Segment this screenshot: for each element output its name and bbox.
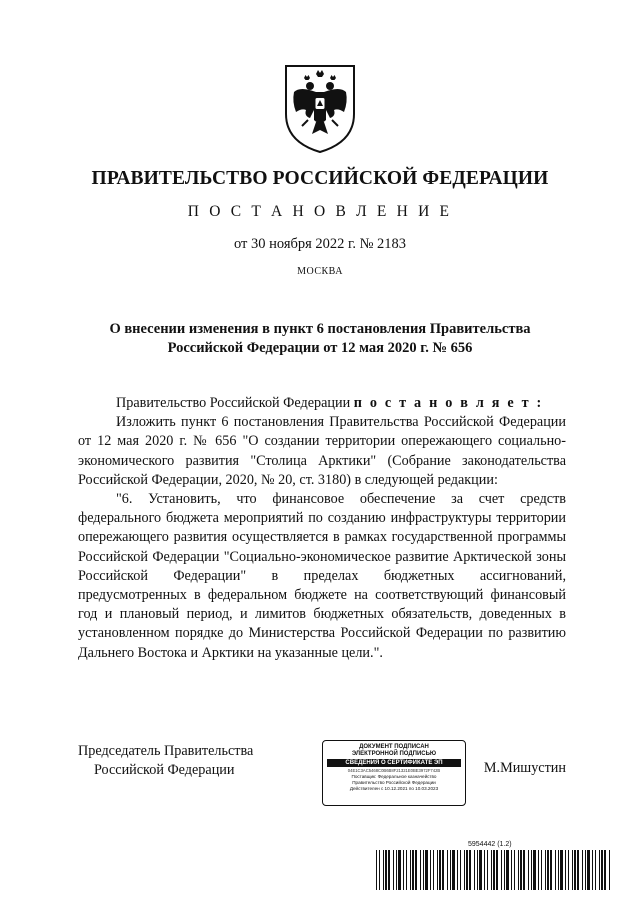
stamp-certificate-bar: СВЕДЕНИЯ О СЕРТИФИКАТЕ ЭП (327, 759, 461, 767)
subject-line: Российской Федерации от 12 мая 2020 г. № 656 (167, 340, 473, 356)
stamp-issuer: Поставщик: Федеральное казначейство (351, 774, 437, 779)
government-title: ПРАВИТЕЛЬСТВО РОССИЙСКОЙ ФЕДЕРАЦИИ (91, 168, 549, 189)
body-paragraph: "6. Установить, что финансовое обеспечение за счет средств федерального бюджета мероприятий по созданию инфраструктуры территории опережающего развития осуществляется в рамках государственной программы Российской Федерации "Социально-экономическое развитие Арктической зоны Российской Федерации" в пределах бюджетных ассигнований, предусмотренных в федеральном бюджете на соответствующий финансовый год и плановый период, и лимитов бюджетных обязательств, доведенных в установленном порядке до Министерства Российской Федерации по развитию Дальнего Востока и Арктики на указанные цели.". (78, 491, 566, 661)
signatory-name: М.Мишустин (483, 760, 566, 776)
decree-body (78, 394, 566, 663)
decree-type: П О С Т А Н О В Л Е Н И Е (187, 203, 453, 220)
subject-line: О внесении изменения в пункт 6 постановления Правительства (109, 321, 531, 337)
electronic-signature-stamp (322, 740, 466, 806)
intro-paragraph (78, 394, 566, 413)
stamp-validity: Действителен с 10.12.2021 по 10.03.2023 (349, 786, 439, 791)
signatory-position (78, 742, 253, 780)
stamp-serial: 04E1C3AC5468C0B6B8F21321E0BE3972F742B (347, 768, 441, 773)
position-line: Председатель Правительства (78, 743, 254, 759)
decree-date-number: от 30 ноября 2022 г. № 2183 (233, 236, 407, 252)
city-name: МОСКВА (297, 266, 343, 277)
position-line: Российской Федерации (94, 762, 235, 778)
decree-subject (0, 320, 640, 358)
document-barcode (376, 850, 612, 890)
stamp-heading: ЭЛЕКТРОННОЙ ПОДПИСЬЮ (351, 751, 437, 757)
stamp-heading: ДОКУМЕНТ ПОДПИСАН (359, 744, 429, 750)
coat-of-arms-emblem (280, 62, 360, 154)
stamp-owner: Правительство Российской Федерации (352, 780, 436, 785)
document-code: 5954442 (1.2) (468, 841, 512, 848)
intro-text: Правительство Российской Федерации (116, 395, 354, 411)
body-paragraph: Изложить пункт 6 постановления Правительства Российской Федерации от 12 мая 2020 г. № 656 "О создании территории опережающего социально-экономического развития "Столица Арктики" (Собрание законодательства Российской Федерации, 2020, № 20, ст. 3180) в следующей редакции: (78, 414, 566, 488)
resolves-word: п о с т а н о в л я е т : (353, 395, 544, 411)
